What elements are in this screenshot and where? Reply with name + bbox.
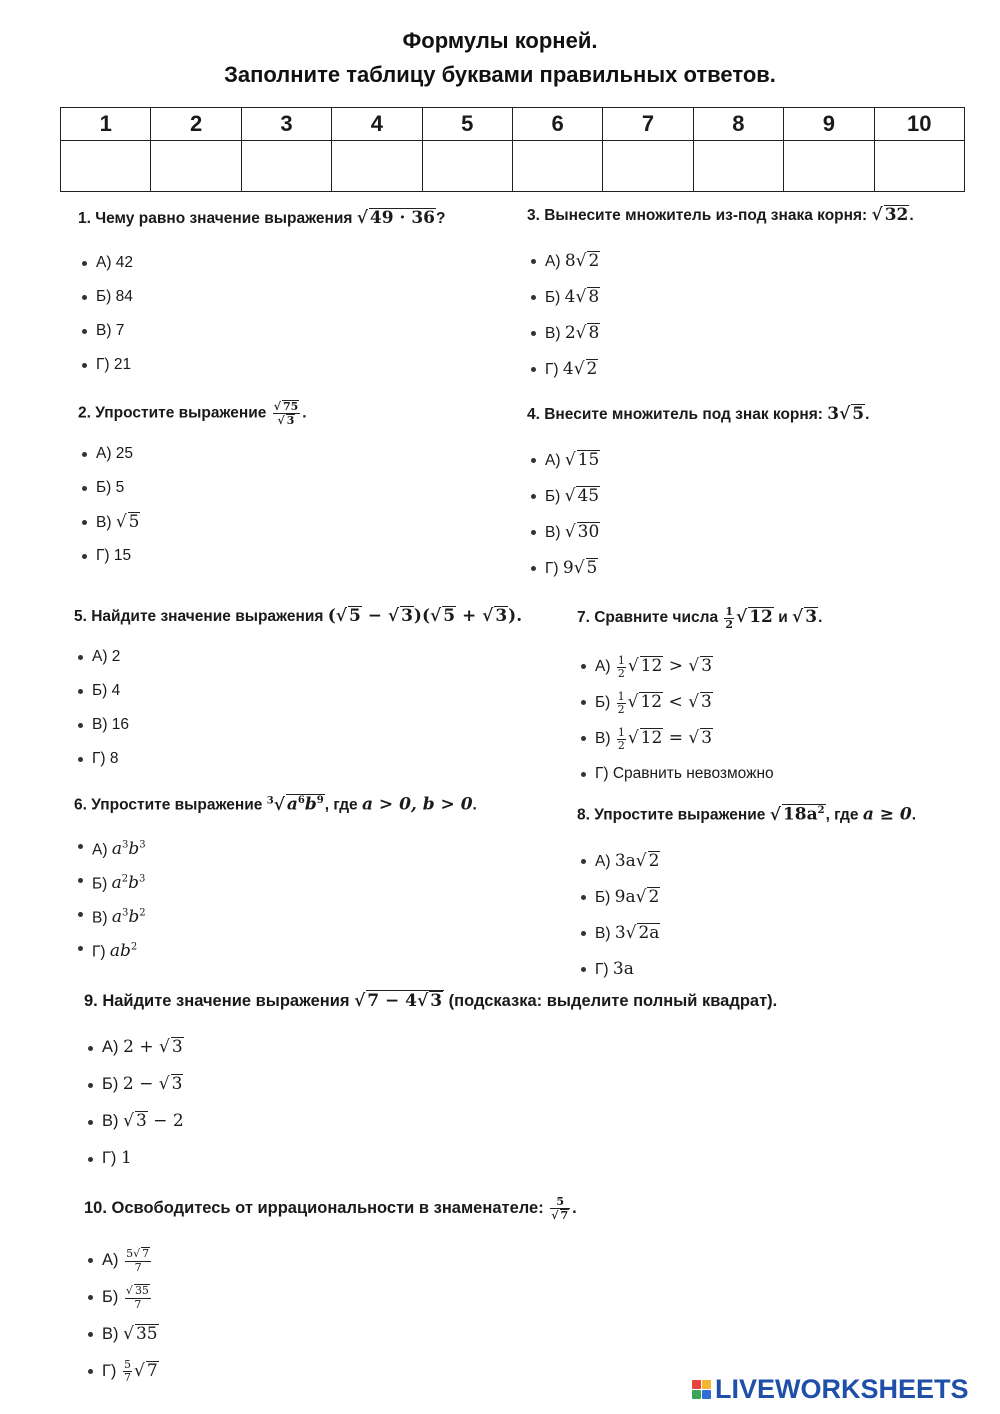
q8-option-b-coef: 9a	[614, 886, 636, 907]
answer-header-5: 5	[422, 108, 512, 141]
q2-option-b[interactable]: Б) 5	[78, 471, 307, 505]
q3-option-d-radicand: 2	[586, 359, 598, 379]
q5-option-c[interactable]: В) 16	[74, 708, 522, 742]
q4-option-c-radicand: 30	[577, 522, 600, 542]
q7-stem-suffix: .	[818, 609, 823, 627]
q7-option-a-radicand-a: 12	[640, 656, 663, 677]
q10-option-a-num-coef: 5	[126, 1247, 134, 1261]
question-9	[84, 990, 777, 1177]
question-3-stem: 3. Вынесите множитель из-под знака корня: √ 32.	[527, 205, 914, 225]
q5-option-d[interactable]: Г) 8	[74, 742, 522, 776]
q3-stem-text: 3. Вынесите множитель из-под знака корня:	[527, 207, 872, 224]
logo-mark-icon	[692, 1380, 711, 1399]
q8-option-a-radicand: 2	[648, 850, 660, 871]
q6-option-c-base-b: b	[128, 907, 140, 928]
q3-option-a-label: А)	[545, 253, 565, 270]
q6-stem-mid: , где	[324, 796, 362, 814]
q5-expr-open: (	[327, 606, 336, 626]
answer-header-1: 1	[61, 108, 151, 141]
q7-option-a-op: >	[663, 656, 689, 677]
answer-header-2: 2	[151, 108, 241, 141]
answer-cell-10[interactable]	[874, 141, 964, 192]
q10-option-d[interactable]: Г) $\frac{5}{7}$ √ 7	[84, 1353, 577, 1390]
q4-stem-text: 4. Внесите множитель под знак корня:	[527, 406, 828, 423]
q3-option-c[interactable]: В) 2√ 8	[527, 315, 914, 351]
q1-stem-text: 1. Чему равно значение выражения	[78, 210, 357, 227]
q7-option-d[interactable]: Г) Сравнить невозможно	[577, 756, 822, 792]
answer-header-9: 9	[784, 108, 874, 141]
q4-option-c[interactable]: В) √ 30	[527, 514, 869, 550]
q5-radicand-1: 5	[348, 606, 361, 626]
q3-option-d-label: Г)	[545, 361, 563, 378]
q3-radicand: 32	[884, 205, 909, 225]
q9-option-a-radicand: 3	[171, 1037, 183, 1057]
q3-option-a-radicand: 2	[588, 251, 600, 271]
q3-option-a[interactable]: А) 8√ 2	[527, 243, 914, 279]
q5-stem-text: 5. Найдите значение выражения	[74, 608, 328, 625]
q9-option-b-label: Б)	[102, 1075, 123, 1093]
q7-option-b-half-num: 1	[617, 689, 625, 703]
q7-option-a[interactable]: А) $\frac{1}{2}$ √ 12 > √ 3	[577, 648, 822, 684]
q6-stem-text: 6. Упростите выражение	[74, 796, 267, 814]
q6-option-d-base-a: a	[109, 941, 121, 962]
q8-option-d-label: Г)	[595, 960, 613, 978]
q8-option-c-label: В)	[595, 924, 615, 942]
q10-option-d-num: 5	[124, 1358, 132, 1372]
question-8	[577, 804, 916, 987]
q7-option-b-label: Б)	[595, 694, 615, 712]
q5-radicand-3: 5	[443, 606, 456, 626]
liveworksheets-logo	[692, 1374, 969, 1404]
q8-stem-suffix: .	[911, 806, 917, 824]
q10-option-d-radicand: 7	[146, 1360, 158, 1381]
question-10	[84, 1196, 577, 1390]
q9-option-d-value: 1	[121, 1148, 132, 1168]
question-5-stem: 5. Найдите значение выражения (√ 5 − √ 3)(√ 5 + √ 3).	[74, 606, 523, 626]
question-2	[78, 400, 307, 573]
page-title: Формулы корней.	[402, 28, 598, 53]
q6-option-c[interactable]	[74, 897, 477, 931]
q10-stem-suffix: .	[572, 1199, 577, 1218]
question-9-stem: 9. Найдите значение выражения √ 7 − 4√ 3 (подсказка: выделите полный квадрат).	[84, 991, 778, 1011]
q4-option-c-label: В)	[545, 524, 565, 541]
answer-cell-1[interactable]	[61, 141, 151, 192]
q6-option-a-label: А)	[92, 841, 112, 859]
q6-base-a: a	[286, 794, 298, 815]
q7-half-den: 2	[725, 617, 734, 631]
q4-option-b-label: Б)	[545, 488, 565, 505]
q8-option-c[interactable]: В) 3√ 2a	[577, 915, 916, 951]
q7-option-a-half-num: 1	[617, 653, 625, 667]
q8-condition: a ≥ 0	[862, 804, 912, 825]
q5-expr-mid: )(	[413, 606, 430, 626]
q7-option-b-half-den: 2	[617, 702, 625, 716]
q4-stem-suffix: .	[865, 406, 870, 423]
q8-option-b-label: Б)	[595, 888, 615, 906]
answer-table-inputs	[61, 141, 965, 192]
q6-option-d-label: Г)	[92, 943, 110, 961]
q2-frac-num: 75	[282, 400, 299, 413]
question-8-stem: 8. Упростите выражение √ $18a^2$, где a ≥ 0.	[577, 804, 917, 825]
q6-option-a-exp-a: 3	[121, 839, 129, 851]
answer-cell-7[interactable]	[603, 141, 693, 192]
q7-option-c-op: =	[663, 728, 689, 749]
q4-option-a-radicand: 15	[577, 450, 600, 470]
question-1	[78, 208, 445, 382]
q9-option-a-pre: 2 +	[123, 1037, 159, 1057]
q3-option-b-coef: 4	[564, 287, 576, 307]
q9-option-a[interactable]: А) 2 + √ 3	[84, 1029, 777, 1066]
q9-stem-text: 9. Найдите значение выражения	[84, 992, 355, 1010]
q3-option-c-radicand: 8	[588, 323, 600, 343]
q7-option-a-label: А)	[595, 658, 615, 676]
q6-base-b: b	[304, 794, 317, 815]
q8-option-a[interactable]: А) 3a√ 2	[577, 843, 916, 879]
q6-option-d-exp-b: 2	[130, 941, 138, 953]
q8-radicand-exp: 2	[817, 805, 825, 816]
q6-condition: a > 0, b > 0	[361, 794, 473, 815]
q4-option-d-coef: 9	[562, 558, 574, 578]
q3-option-b[interactable]: Б) 4√ 8	[527, 279, 914, 315]
q6-exp-b: 9	[316, 795, 324, 806]
q9-option-b-radicand: 3	[171, 1074, 183, 1094]
q7-option-c-label: В)	[595, 730, 615, 748]
q2-option-c-radicand: 5	[128, 512, 140, 533]
question-6-stem: 6. Упростите выражение $^3$√ $a^6b^9$, где a > 0, b > 0.	[74, 794, 477, 815]
answer-cell-6[interactable]	[512, 141, 602, 192]
q3-option-c-coef: 2	[564, 323, 576, 343]
q8-option-b[interactable]: Б) 9a√ 2	[577, 879, 916, 915]
q6-root-index: 3	[266, 795, 274, 806]
q3-option-d[interactable]: Г) 4√ 2	[527, 351, 914, 387]
q1-option-c[interactable]: В) 7	[78, 314, 445, 348]
question-2-stem: 2. Упростите выражение $\frac{√ 75}{√ 3}$ .	[78, 400, 307, 428]
q6-exp-a: 6	[297, 795, 305, 806]
q7-radicand-b: 3	[805, 607, 818, 628]
answer-header-6: 6	[512, 108, 602, 141]
q4-option-d[interactable]: Г) 9√ 5	[527, 550, 869, 586]
q9-radicand-pre: 7 − 4	[367, 991, 418, 1011]
q2-option-c-label: В)	[96, 514, 116, 532]
answer-table	[60, 107, 965, 192]
q3-option-c-label: В)	[545, 325, 565, 342]
q7-option-b-radicand-b: 3	[701, 692, 712, 713]
q6-option-b-exp-a: 2	[121, 873, 129, 885]
logo-square-2	[702, 1380, 711, 1389]
logo-square-3	[692, 1390, 701, 1399]
q8-stem-mid: , где	[825, 806, 863, 824]
question-7-stem: 7. Сравните числа $\frac{1}{2}$ √ 12 и √ 3.	[577, 605, 823, 631]
q8-option-d-value: 3a	[612, 958, 634, 979]
answer-cell-4[interactable]	[332, 141, 422, 192]
logo-square-1	[692, 1380, 701, 1389]
question-4	[527, 404, 869, 586]
answer-cell-3[interactable]	[241, 141, 331, 192]
q6-option-a-base-a: a	[111, 839, 122, 860]
q8-radicand-base: 18a	[782, 804, 818, 825]
q7-option-b-op: <	[663, 692, 689, 713]
q7-stem-text: 7. Сравните числа	[577, 609, 723, 627]
q6-option-a[interactable]	[74, 829, 477, 863]
q9-inner-radicand: 3	[430, 991, 443, 1011]
q7-option-b[interactable]: Б) $\frac{1}{2}$ √ 12 < √ 3	[577, 684, 822, 720]
q7-stem-mid: и	[773, 609, 793, 627]
q6-option-a-base-b: b	[128, 839, 140, 860]
q6-option-b[interactable]	[74, 863, 477, 897]
q8-stem-text: 8. Упростите выражение	[577, 806, 770, 824]
q4-option-b[interactable]: Б) √ 45	[527, 478, 869, 514]
q10-option-a-den: 7	[134, 1260, 142, 1274]
q5-radicand-2: 3	[401, 606, 413, 626]
question-1-stem: 1. Чему равно значение выражения √ 49 · 36?	[78, 208, 446, 228]
q4-option-d-label: Г)	[545, 560, 563, 577]
q2-stem-suffix: .	[302, 404, 307, 422]
q7-radicand-a: 12	[749, 607, 773, 628]
answer-cell-5[interactable]	[422, 141, 512, 192]
q2-option-a[interactable]: А) 25	[78, 437, 307, 471]
q6-option-c-exp-a: 3	[121, 907, 129, 919]
q5-radicand-4: 3	[495, 606, 508, 626]
q10-option-c[interactable]: В) √ 35	[84, 1316, 577, 1353]
q9-option-d[interactable]	[84, 1140, 777, 1177]
q8-option-d[interactable]	[577, 951, 916, 987]
q6-option-b-base-a: a	[111, 873, 122, 894]
q9-option-d-label: Г)	[102, 1149, 122, 1167]
q6-option-c-label: В)	[92, 909, 112, 927]
q7-option-c-half-den: 2	[617, 738, 625, 752]
q8-option-a-coef: 3a	[614, 850, 636, 871]
question-6	[74, 794, 477, 965]
q4-option-d-radicand: 5	[586, 558, 598, 578]
q1-option-d[interactable]: Г) 21	[78, 348, 445, 382]
q7-option-b-radicand-a: 12	[640, 692, 663, 713]
question-3	[527, 205, 914, 387]
q6-option-c-base-a: a	[111, 907, 122, 928]
q10-option-b-label: Б)	[102, 1287, 123, 1306]
answer-header-10: 10	[874, 108, 964, 141]
q6-stem-suffix: .	[472, 796, 477, 814]
q1-option-b[interactable]: Б) 84	[78, 280, 445, 314]
answer-header-7: 7	[603, 108, 693, 141]
q3-option-b-label: Б)	[545, 289, 565, 306]
q5-option-a[interactable]: А) 2	[74, 640, 522, 674]
q1-radicand: 49 · 36	[369, 208, 435, 228]
q10-option-c-label: В)	[102, 1324, 124, 1343]
q9-option-b[interactable]: Б) 2 − √ 3	[84, 1066, 777, 1103]
q6-option-b-label: Б)	[92, 875, 112, 893]
q3-stem-suffix: .	[909, 207, 914, 224]
q5-expr-plus: +	[456, 606, 483, 626]
q9-stem-suffix: (подсказка: выделите полный квадрат).	[444, 992, 778, 1010]
q7-option-a-half-den: 2	[617, 666, 625, 680]
q4-option-a[interactable]: А) √ 15	[527, 442, 869, 478]
q8-option-c-coef: 3	[614, 922, 626, 943]
q6-option-a-exp-b: 3	[139, 839, 146, 851]
q3-option-d-coef: 4	[562, 359, 574, 379]
q6-option-b-base-b: b	[128, 873, 140, 894]
q10-option-b[interactable]: Б) $\frac{√ 35}{7}$	[84, 1279, 577, 1316]
answer-header-8: 8	[693, 108, 783, 141]
q6-option-d-base-b: b	[120, 941, 131, 962]
q9-option-c-post: − 2	[147, 1111, 184, 1131]
q2-option-d[interactable]: Г) 15	[78, 539, 307, 573]
q9-option-c[interactable]: В) √ 3 − 2	[84, 1103, 777, 1140]
answer-cell-9[interactable]	[784, 141, 874, 192]
q7-option-c-radicand-b: 3	[701, 728, 713, 749]
q2-stem-text: 2. Упростите выражение	[78, 404, 271, 422]
answer-header-4: 4	[332, 108, 422, 141]
page-subtitle: Заполните таблицу буквами правильных ответов.	[224, 62, 776, 87]
q3-option-a-coef: 8	[564, 251, 576, 271]
q10-option-b-num-radicand: 35	[134, 1284, 149, 1298]
q9-option-a-label: А)	[102, 1038, 124, 1056]
q10-option-a-num-radicand: 7	[142, 1247, 150, 1261]
q9-option-c-label: В)	[102, 1112, 124, 1130]
q4-option-b-radicand: 45	[577, 486, 600, 506]
question-10-stem: 10. Освободитесь от иррациональности в знаменателе: $\frac{5}{√ 7}$ .	[84, 1195, 577, 1222]
question-4-stem: 4. Внесите множитель под знак корня: 3√ 5.	[527, 404, 870, 424]
q10-option-d-label: Г)	[102, 1361, 122, 1380]
q10-option-a-label: А)	[102, 1250, 124, 1269]
question-5	[74, 606, 522, 776]
q9-option-c-radicand: 3	[135, 1111, 147, 1131]
q7-option-c[interactable]: В) $\frac{1}{2}$ √ 12 = √ 3	[577, 720, 822, 756]
q4-radicand: 5	[852, 404, 865, 424]
q10-option-d-den: 7	[124, 1370, 132, 1384]
q6-option-d[interactable]	[74, 931, 477, 965]
q8-option-a-label: А)	[595, 852, 615, 870]
q10-option-a[interactable]: А) $\frac{5√ 7}{7}$	[84, 1242, 577, 1279]
q4-option-a-label: А)	[545, 452, 565, 469]
q9-option-b-pre: 2 −	[122, 1074, 159, 1094]
logo-text: LIVEWORKSHEETS	[715, 1373, 969, 1404]
q7-option-a-radicand-b: 3	[701, 656, 713, 677]
answer-header-3: 3	[241, 108, 331, 141]
q10-stem-text: 10. Освободитесь от иррациональности в знаменателе:	[84, 1199, 549, 1218]
q2-option-c[interactable]: В) √ 5	[78, 505, 307, 539]
q6-option-b-exp-b: 3	[139, 873, 146, 885]
q10-frac-den-radicand: 7	[560, 1208, 569, 1222]
q5-expr-minus: −	[361, 606, 388, 626]
question-7	[577, 606, 822, 792]
q7-half-num: 1	[725, 605, 734, 618]
q1-option-a[interactable]: А) 42	[78, 246, 445, 280]
q10-frac-num: 5	[550, 1196, 570, 1209]
q10-option-b-den: 7	[134, 1297, 142, 1311]
logo-square-4	[702, 1390, 711, 1399]
answer-cell-2[interactable]	[151, 141, 241, 192]
q5-expr-close: ).	[508, 606, 523, 626]
q7-option-c-half-num: 1	[617, 725, 625, 739]
q8-option-c-radicand: 2a	[638, 922, 660, 943]
q2-frac-den: 3	[286, 414, 295, 428]
q6-option-c-exp-b: 2	[139, 907, 146, 919]
q1-stem-suffix: ?	[436, 210, 446, 227]
answer-cell-8[interactable]	[693, 141, 783, 192]
q7-option-c-radicand-a: 12	[640, 728, 663, 749]
q10-option-c-radicand: 35	[135, 1323, 158, 1344]
q5-option-b[interactable]: Б) 4	[74, 674, 522, 708]
answer-table-header	[61, 108, 965, 141]
q4-coef: 3	[827, 404, 840, 424]
q8-option-b-radicand: 2	[648, 886, 660, 907]
q3-option-b-radicand: 8	[588, 287, 600, 307]
